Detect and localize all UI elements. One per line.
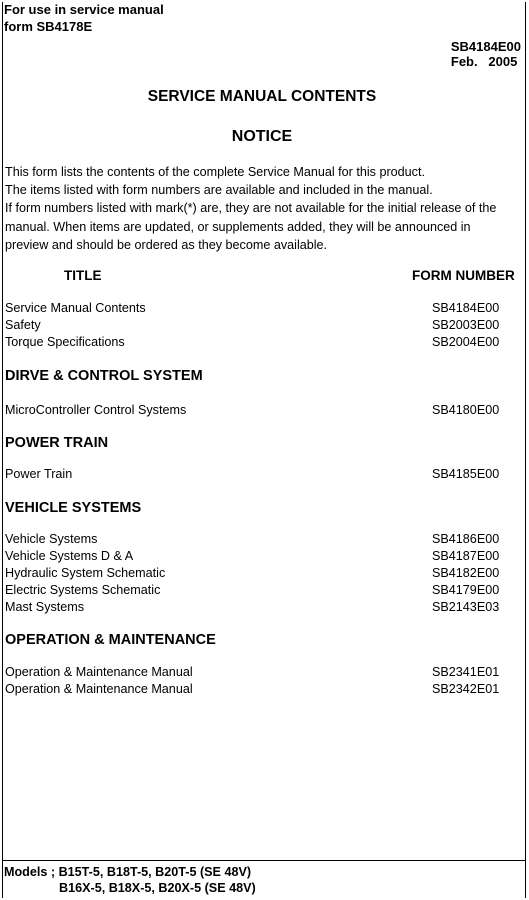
item-title: Torque Specifications	[5, 335, 125, 349]
item-title: Mast Systems	[5, 600, 85, 614]
notice-paragraph	[5, 163, 521, 254]
list-item	[5, 334, 505, 351]
item-title: MicroController Control Systems	[5, 403, 187, 417]
notice-line: manual. When items are updated, or supplements added, they will be announced in	[5, 219, 471, 234]
column-header-title: TITLE	[64, 268, 102, 283]
item-title: Electric Systems Schematic	[5, 583, 161, 597]
footer-divider	[2, 860, 526, 861]
item-title: Safety	[5, 318, 41, 332]
form-info	[451, 39, 521, 69]
list-item	[5, 466, 505, 483]
section-list	[5, 664, 505, 698]
notice-line: preview and should be ordered as they become available.	[5, 237, 328, 252]
notice-line: This form lists the contents of the complete Service Manual for this product.	[5, 165, 425, 179]
list-item	[5, 548, 505, 565]
item-form-number: SB4186E00	[432, 532, 500, 546]
item-title: Vehicle Systems	[5, 532, 98, 546]
item-form-number: SB4179E00	[432, 583, 500, 597]
usage-note	[4, 1, 164, 35]
item-form-number: SB4182E00	[432, 566, 500, 580]
item-form-number: SB2003E00	[432, 318, 500, 332]
item-form-number: SB4180E00	[432, 403, 500, 417]
list-item	[5, 582, 505, 599]
list-item	[5, 300, 505, 317]
item-form-number: SB4185E00	[432, 467, 500, 481]
item-form-number: SB2341E01	[432, 665, 500, 679]
section-list	[5, 402, 505, 419]
models-line-1: Models ; B15T-5, B18T-5, B20T-5 (SE 48V)	[4, 865, 252, 879]
section-heading: POWER TRAIN	[5, 435, 109, 451]
item-form-number: SB2143E03	[432, 600, 500, 614]
item-form-number: SB2004E00	[432, 335, 500, 349]
list-item	[5, 664, 505, 681]
list-item	[5, 565, 505, 582]
item-title: Service Manual Contents	[5, 301, 146, 315]
models-footer	[4, 864, 256, 896]
list-item	[5, 402, 505, 419]
item-title: Power Train	[5, 467, 73, 481]
section-heading: DIRVE & CONTROL SYSTEM	[5, 368, 203, 384]
item-form-number: SB4187E00	[432, 549, 500, 563]
form-number: SB4184E00	[450, 39, 521, 54]
notice-line: If form numbers listed with mark(*) are, they are not available for the initial release of the	[5, 201, 497, 216]
item-form-number: SB4184E00	[432, 301, 500, 315]
section-list	[5, 466, 505, 483]
section-heading: VEHICLE SYSTEMS	[5, 500, 142, 516]
page-title: SERVICE MANUAL CONTENTS	[147, 88, 377, 105]
item-title: Operation & Maintenance Manual	[5, 665, 193, 679]
item-title: Hydraulic System Schematic	[5, 566, 166, 580]
list-item	[5, 531, 505, 548]
general-list	[5, 300, 505, 351]
list-item	[5, 681, 505, 698]
usage-note-line-1: For use in service manual	[4, 2, 164, 17]
item-title: Vehicle Systems D & A	[5, 549, 134, 563]
column-header-form-number: FORM NUMBER	[412, 268, 515, 283]
item-title: Operation & Maintenance Manual	[5, 682, 193, 696]
section-list	[5, 531, 505, 616]
list-item	[5, 599, 505, 616]
section-heading: OPERATION & MAINTENANCE	[5, 632, 216, 648]
notice-line: The items listed with form numbers are available and included in the manual.	[5, 183, 433, 198]
form-date: Feb. 2005	[450, 54, 518, 69]
notice-heading: NOTICE	[231, 128, 293, 145]
item-form-number: SB2342E01	[432, 682, 500, 696]
list-item	[5, 317, 505, 334]
usage-note-line-2: form SB4178E	[4, 19, 93, 34]
models-line-2: B16X-5, B18X-5, B20X-5 (SE 48V)	[59, 881, 256, 895]
